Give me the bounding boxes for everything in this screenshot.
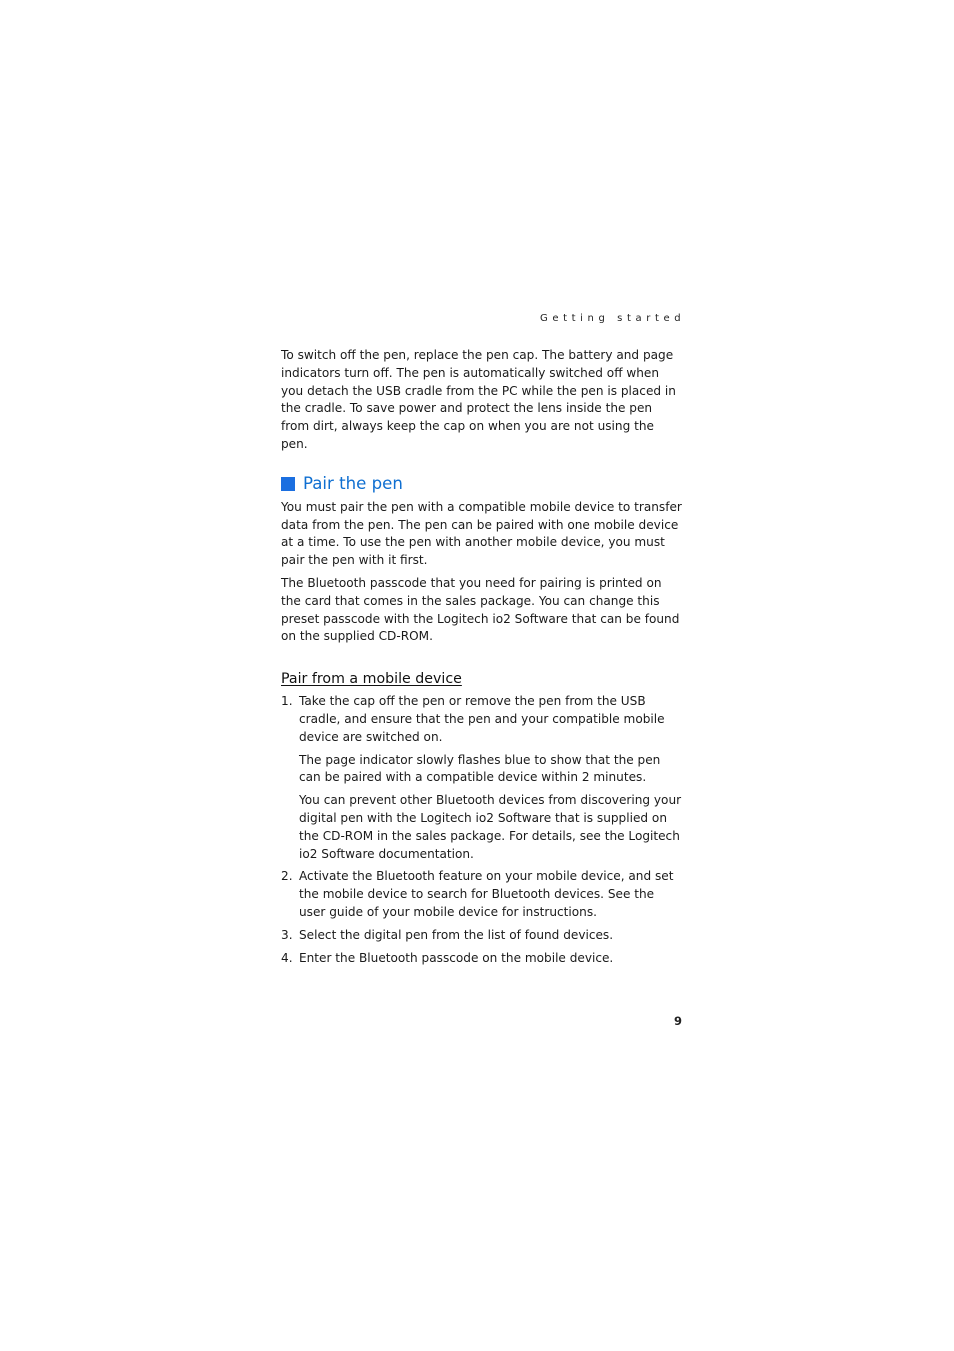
step-number: 4. (281, 950, 293, 965)
section-square-icon (281, 477, 295, 491)
subsection-title: Pair from a mobile device (281, 671, 462, 688)
section-title: Pair the pen (303, 473, 403, 493)
step-paragraph: Take the cap off the pen or remove the pen from the USB cradle, and ensure that the pen and your compatible mobile device are switched on. (299, 694, 665, 744)
step-paragraph: You can prevent other Bluetooth devices from discovering your digital pen with the Logitech io2 Software that is supplied on the CD-ROM in the sales package. For details, see the Logitech io2 Software documentation. (299, 793, 682, 861)
step-number: 3. (281, 927, 293, 942)
step-paragraph: Activate the Bluetooth feature on your mobile device, and set the mobile device to search for Bluetooth devices. See the user guide of your mobile device for instructions. (299, 869, 674, 919)
step-item (281, 868, 683, 921)
page-number: 9 (673, 1014, 682, 1028)
step-number: 2. (281, 869, 293, 884)
running-header: Getting started (540, 313, 686, 324)
section-heading (281, 473, 683, 495)
section-paragraph: You must pair the pen with a compatible mobile device to transfer data from the pen. The pen can be paired with one mobile device at a time. To use the pen with another mobile device, you must pair the pen with it first. (281, 499, 682, 568)
step-paragraph: Select the digital pen from the list of found devices. (299, 927, 614, 942)
step-item (281, 693, 683, 863)
section-paragraph: The Bluetooth passcode that you need for pairing is printed on the card that comes in the sales package. You can change this preset passcode with the Logitech io2 Software that can be found on the supplied CD-ROM. (281, 575, 680, 644)
step-paragraph: The page indicator slowly flashes blue to show that the pen can be paired with a compatible device within 2 minutes. (299, 752, 661, 785)
step-item (281, 927, 683, 945)
step-item (281, 950, 683, 968)
page-content (281, 347, 683, 972)
step-paragraph: Enter the Bluetooth passcode on the mobile device. (299, 950, 614, 965)
intro-paragraph: To switch off the pen, replace the pen cap. The battery and page indicators turn off. The pen is automatically switched off when you detach the USB cradle from the PC while the pen is placed in the cradle. To save power and protect the lens inside the pen from dirt, always keep the cap on when you are not using the pen. (281, 348, 676, 451)
step-number: 1. (281, 694, 293, 709)
steps-list (281, 693, 683, 967)
